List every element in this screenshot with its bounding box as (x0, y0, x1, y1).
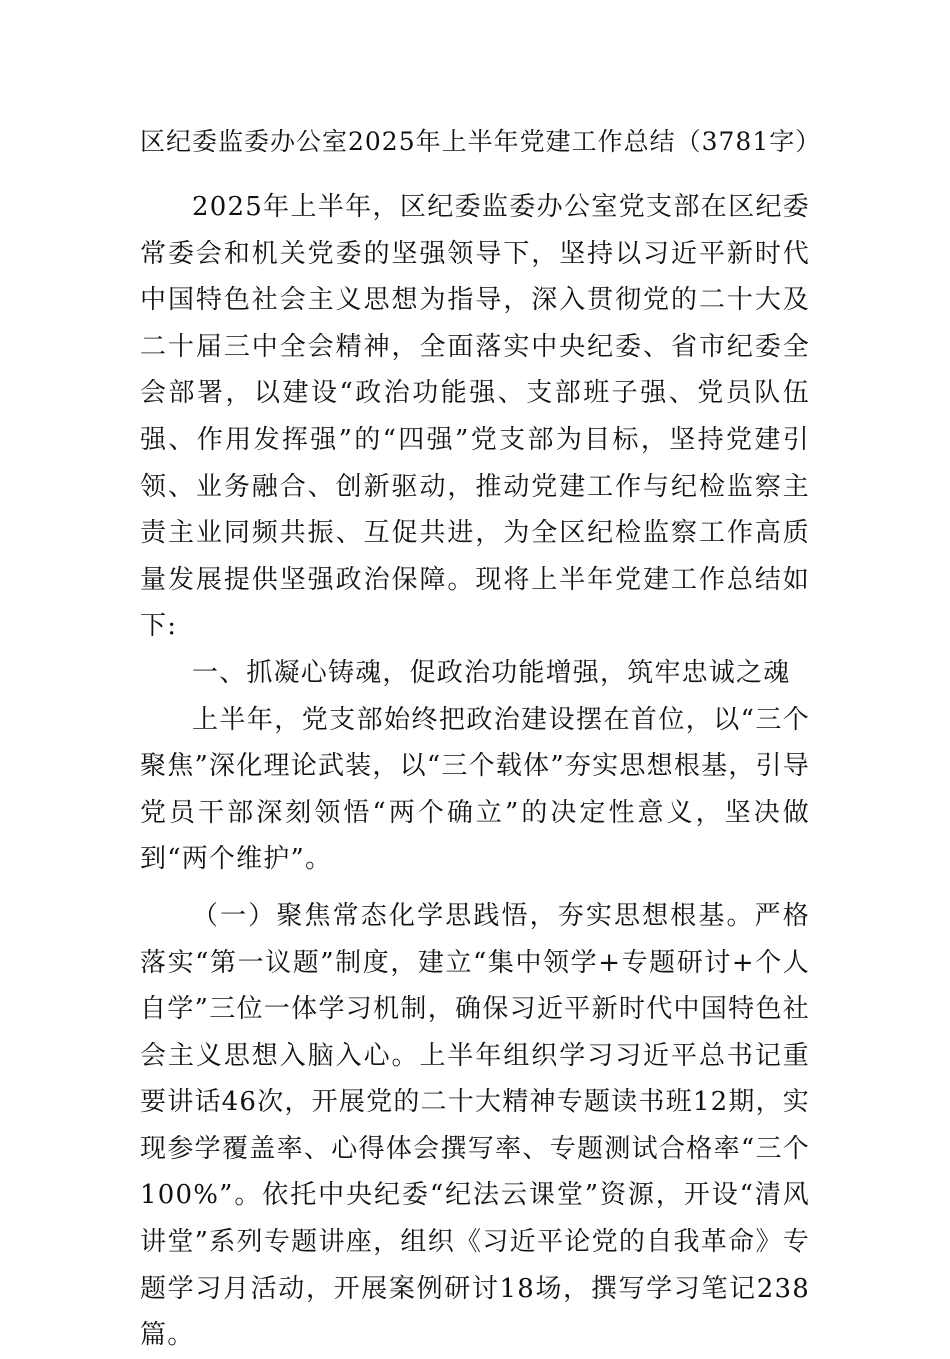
document-body (140, 184, 810, 1359)
paragraph-spacer (140, 883, 810, 893)
document-title: 区纪委监委办公室2025年上半年党建工作总结（3781字） (140, 127, 822, 156)
section-1-intro-paragraph: 上半年，党支部始终把政治建设摆在首位，以“三个聚焦”深化理论武装，以“三个载体”夯实思想根基，引导党员干部深刻领悟“两个确立”的决定性意义，坚决做到“两个维护”。 (140, 704, 810, 875)
section-1-heading: 一、抓凝心铸魂，促政治功能增强，筑牢忠诚之魂 (192, 657, 791, 688)
intro-paragraph: 2025年上半年，区纪委监委办公室党支部在区纪委常委会和机关党委的坚强领导下，坚持以习近平新时代中国特色社会主义思想为指导，深入贯彻党的二十大及二十届三中全会精神，全面落实中央纪委、省市纪委全会部署，以建设“政治功能强、支部班子强、党员队伍强、作用发挥强”的“四强”党支部为目标，坚持党建引领、业务融合、创新驱动，推动党建工作与纪检监察主责主业同频共振、互促共进，为全区纪检监察工作高质量发展提供坚强政治保障。现将上半年党建工作总结如下: (140, 192, 810, 642)
subsection-1-paragraph: （一）聚焦常态化学思践悟，夯实思想根基。严格落实“第一议题”制度，建立“集中领学+专题研讨+个人自学”三位一体学习机制，确保习近平新时代中国特色社会主义思想入脑入心。上半年组织学习习近平总书记重要讲话46次，开展党的二十大精神专题读书班12期，实现参学覆盖率、心得体会撰写率、专题测试合格率“三个100%”。依托中央纪委“纪法云课堂”资源，开设“清风讲堂”系列专题讲座，组织《习近平论党的自我革命》专题学习月活动，开展案例研讨18场，撰写学习笔记238篇。 (140, 900, 810, 1351)
